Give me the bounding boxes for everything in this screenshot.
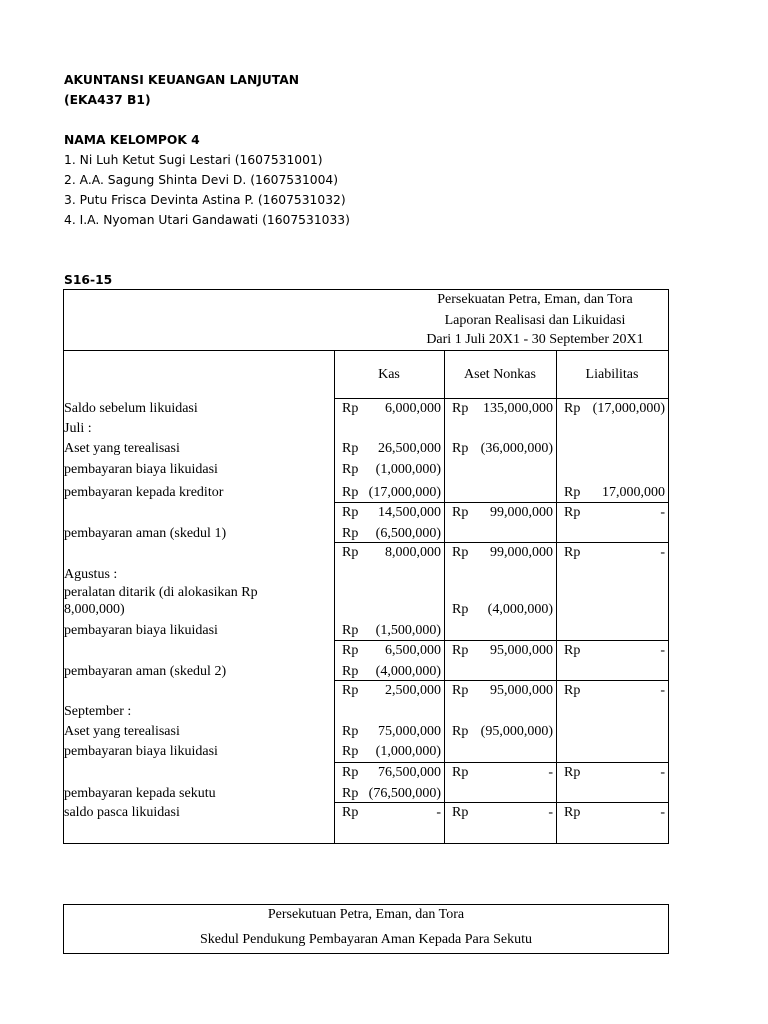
currency-label: Rp: [564, 643, 581, 658]
row-label: pembayaran aman (skedul 1): [64, 526, 227, 541]
cell-nonkas: [445, 440, 556, 458]
row-label: pembayaran kepada sekutu: [64, 786, 216, 801]
currency-label: Rp: [452, 805, 469, 820]
amount-value: 99,000,000: [490, 505, 553, 520]
group-title: NAMA KELOMPOK 4: [64, 133, 200, 147]
cell-kas: [335, 544, 444, 562]
amount-value: 135,000,000: [483, 401, 553, 416]
currency-label: Rp: [452, 683, 469, 698]
row-label: Saldo sebelum likuidasi: [64, 401, 198, 416]
cell-kas: [335, 461, 444, 479]
amount-value: 6,000,000: [385, 401, 441, 416]
amount-value: 76,500,000: [378, 765, 441, 780]
member-4: 4. I.A. Nyoman Utari Gandawati (1607531033): [64, 213, 350, 227]
member-1: 1. Ni Luh Ketut Sugi Lestari (1607531001): [64, 153, 323, 167]
row-label: Aset yang terealisasi: [64, 441, 180, 456]
amount-value: (4,000,000): [375, 664, 441, 679]
amount-value: (95,000,000): [480, 724, 553, 739]
subtotal-rule: [334, 680, 668, 681]
row-label: 8,000,000): [64, 602, 125, 617]
row-label: pembayaran biaya likuidasi: [64, 744, 218, 759]
cell-nonkas: [445, 723, 556, 741]
currency-label: Rp: [342, 643, 359, 658]
cell-kas: [335, 440, 444, 458]
row-label: pembayaran biaya likuidasi: [64, 462, 218, 477]
schedule-title: Persekutuan Petra, Eman, dan Tora: [267, 907, 465, 922]
amount-value: -: [660, 643, 665, 658]
cell-kas: [335, 504, 444, 522]
cell-nonkas: [445, 804, 556, 822]
amount-value: 8,000,000: [385, 545, 441, 560]
amount-value: -: [660, 805, 665, 820]
amount-value: -: [660, 765, 665, 780]
course-title: AKUNTANSI KEUANGAN LANJUTAN: [64, 73, 300, 87]
cell-liab: [557, 764, 668, 782]
cell-liab: [557, 504, 668, 522]
amount-value: -: [660, 545, 665, 560]
cell-kas: [335, 663, 444, 681]
cell-liab: [557, 642, 668, 660]
currency-label: Rp: [342, 724, 359, 739]
currency-label: Rp: [342, 664, 359, 679]
cell-liab: [557, 804, 668, 822]
cell-kas: [335, 743, 444, 761]
column-header-liabilitas: Liabilitas: [585, 367, 639, 382]
row-label: Aset yang terealisasi: [64, 724, 180, 739]
amount-value: (36,000,000): [480, 441, 553, 456]
schedule-subtitle: Skedul Pendukung Pembayaran Aman Kepada Para Sekutu: [199, 932, 533, 947]
currency-label: Rp: [452, 545, 469, 560]
cell-nonkas: [445, 601, 556, 619]
report-title: Persekuatan Petra, Eman, dan Tora: [437, 292, 633, 307]
cell-kas: [335, 764, 444, 782]
amount-value: -: [436, 805, 441, 820]
currency-label: Rp: [342, 683, 359, 698]
cell-kas: [335, 723, 444, 741]
currency-label: Rp: [564, 545, 581, 560]
member-3: 3. Putu Frisca Devinta Astina P. (1607531032): [64, 193, 346, 207]
currency-label: Rp: [342, 623, 359, 638]
currency-label: Rp: [452, 765, 469, 780]
amount-value: (17,000,000): [592, 401, 665, 416]
currency-label: Rp: [452, 643, 469, 658]
currency-label: Rp: [342, 505, 359, 520]
row-label: pembayaran biaya likuidasi: [64, 623, 218, 638]
cell-liab: [557, 400, 668, 418]
amount-value: 95,000,000: [490, 683, 553, 698]
cell-nonkas: [445, 400, 556, 418]
amount-value: (1,000,000): [375, 462, 441, 477]
row-label: pembayaran kepada kreditor: [64, 485, 224, 500]
member-2: 2. A.A. Sagung Shinta Devi D. (1607531004): [64, 173, 339, 187]
currency-label: Rp: [564, 401, 581, 416]
amount-value: (6,500,000): [375, 526, 441, 541]
row-label: September :: [64, 704, 132, 719]
currency-label: Rp: [342, 786, 359, 801]
amount-value: (76,500,000): [368, 786, 441, 801]
amount-value: 17,000,000: [602, 485, 665, 500]
cell-kas: [335, 525, 444, 543]
column-header-kas: Kas: [378, 367, 400, 382]
problem-number: S16-15: [64, 273, 113, 287]
subtotal-rule: [334, 542, 668, 543]
cell-liab: [557, 484, 668, 502]
currency-label: Rp: [342, 401, 359, 416]
currency-label: Rp: [452, 724, 469, 739]
currency-label: Rp: [452, 441, 469, 456]
currency-label: Rp: [342, 744, 359, 759]
report-period: Dari 1 Juli 20X1 - 30 September 20X1: [426, 332, 644, 347]
row-label: saldo pasca likuidasi: [64, 805, 180, 820]
amount-value: -: [548, 805, 553, 820]
row-label: Juli :: [64, 421, 92, 436]
amount-value: 14,500,000: [378, 505, 441, 520]
amount-value: 99,000,000: [490, 545, 553, 560]
currency-label: Rp: [452, 401, 469, 416]
cell-kas: [335, 785, 444, 803]
currency-label: Rp: [342, 805, 359, 820]
amount-value: (17,000,000): [368, 485, 441, 500]
row-label: pembayaran aman (skedul 2): [64, 664, 227, 679]
course-code: (EKA437 B1): [64, 93, 151, 107]
cell-liab: [557, 682, 668, 700]
cell-kas: [335, 400, 444, 418]
subtotal-rule: [334, 640, 668, 641]
cell-kas: [335, 484, 444, 502]
subtotal-rule: [334, 802, 668, 803]
cell-liab: [557, 544, 668, 562]
amount-value: 75,000,000: [378, 724, 441, 739]
amount-value: 26,500,000: [378, 441, 441, 456]
amount-value: -: [548, 765, 553, 780]
column-header-aset-nonkas: Aset Nonkas: [464, 367, 536, 382]
amount-value: (1,500,000): [375, 623, 441, 638]
currency-label: Rp: [342, 545, 359, 560]
amount-value: -: [660, 505, 665, 520]
amount-value: 95,000,000: [490, 643, 553, 658]
cell-kas: [335, 622, 444, 640]
currency-label: Rp: [564, 765, 581, 780]
currency-label: Rp: [342, 526, 359, 541]
cell-nonkas: [445, 544, 556, 562]
cell-kas: [335, 642, 444, 660]
subtotal-rule: [334, 762, 668, 763]
currency-label: Rp: [342, 485, 359, 500]
cell-kas: [335, 804, 444, 822]
currency-label: Rp: [564, 505, 581, 520]
row-label: Agustus :: [64, 567, 118, 582]
cell-kas: [335, 682, 444, 700]
currency-label: Rp: [564, 683, 581, 698]
currency-label: Rp: [342, 462, 359, 477]
currency-label: Rp: [452, 602, 469, 617]
cell-nonkas: [445, 764, 556, 782]
currency-label: Rp: [342, 441, 359, 456]
amount-value: 6,500,000: [385, 643, 441, 658]
currency-label: Rp: [342, 765, 359, 780]
amount-value: -: [660, 683, 665, 698]
currency-label: Rp: [452, 505, 469, 520]
row-label: peralatan ditarik (di alokasikan Rp: [64, 585, 258, 600]
cell-nonkas: [445, 504, 556, 522]
amount-value: 2,500,000: [385, 683, 441, 698]
cell-nonkas: [445, 642, 556, 660]
amount-value: (4,000,000): [487, 602, 553, 617]
currency-label: Rp: [564, 485, 581, 500]
currency-label: Rp: [564, 805, 581, 820]
cell-nonkas: [445, 682, 556, 700]
amount-value: (1,000,000): [375, 744, 441, 759]
report-subtitle: Laporan Realisasi dan Likuidasi: [444, 313, 626, 328]
subtotal-rule: [334, 502, 668, 503]
